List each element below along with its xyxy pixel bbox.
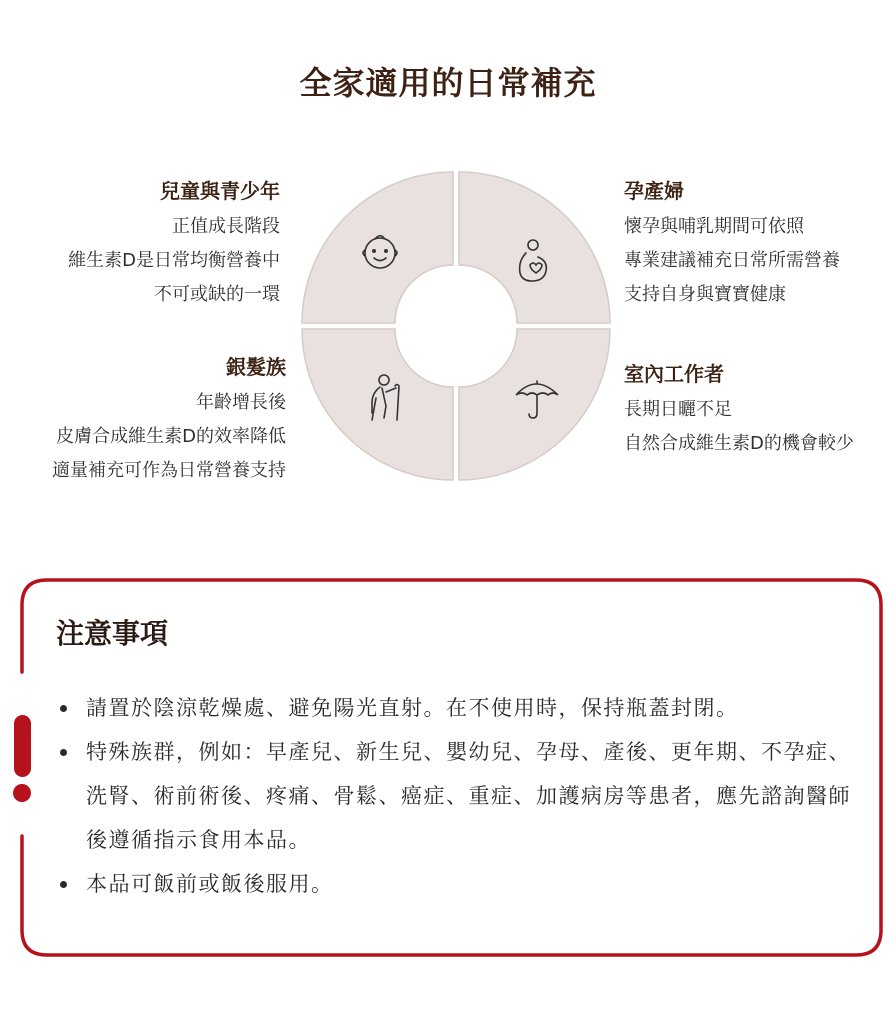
ring-segment-indoor [459, 329, 610, 480]
group-pregnant-title: 孕產婦 [624, 179, 684, 203]
group-indoor-title: 室內工作者 [624, 362, 724, 386]
group-pregnant [624, 176, 840, 312]
notice-heading: 注意事項 [56, 617, 169, 650]
ring-segment-pregnant [459, 172, 610, 323]
group-pregnant-line: 懷孕與哺乳期間可依照 [624, 216, 804, 237]
bullet-icon [60, 749, 67, 756]
notice-item [56, 686, 866, 730]
section-title: 全家適用的日常補充 [299, 64, 597, 102]
group-kids-line: 維生素D是日常均衡營養中 [68, 250, 280, 271]
group-pregnant-line: 支持自身與寶寶健康 [624, 284, 786, 305]
bullet-icon [60, 881, 67, 888]
group-indoor-line: 自然合成維生素D的機會較少 [624, 433, 854, 454]
group-kids-title: 兒童與青少年 [160, 179, 280, 203]
group-senior-line: 適量補充可作為日常營養支持 [52, 460, 286, 481]
notice-item [56, 862, 866, 906]
group-kids-line: 不可或缺的一環 [154, 284, 280, 305]
notice-list [56, 686, 866, 906]
bullet-icon [60, 705, 67, 712]
group-pregnant-line: 專業建議補充日常所需營養 [624, 250, 840, 271]
notice-item [56, 730, 866, 862]
ring-segment-kids [302, 172, 453, 323]
group-senior-line: 皮膚合成維生素D的效率降低 [56, 426, 286, 447]
group-senior-line: 年齡增長後 [196, 392, 286, 413]
notice-item-text: 特殊族群，例如：早產兒、新生兒、嬰幼兒、孕母、產後、更年期、不孕症、洗腎、術前術後、疼痛、骨鬆、癌症、重症、加護病房等患者，應先諮詢醫師後遵循指示食用本品。 [86, 740, 851, 852]
group-indoor-line: 長期日曬不足 [624, 399, 732, 420]
group-senior-title: 銀髮族 [226, 355, 286, 379]
notice-item-text: 本品可飯前或飯後服用。 [86, 872, 334, 896]
audience-ring [300, 170, 612, 482]
exclamation-icon [13, 715, 31, 802]
group-indoor [624, 359, 854, 461]
group-kids-line: 正值成長階段 [172, 216, 280, 237]
notice-item-text: 請置於陰涼乾燥處、避免陽光直射。在不使用時，保持瓶蓋封閉。 [86, 696, 739, 720]
ring-segment-senior [302, 329, 453, 480]
group-senior [52, 352, 286, 488]
group-kids [68, 176, 280, 312]
